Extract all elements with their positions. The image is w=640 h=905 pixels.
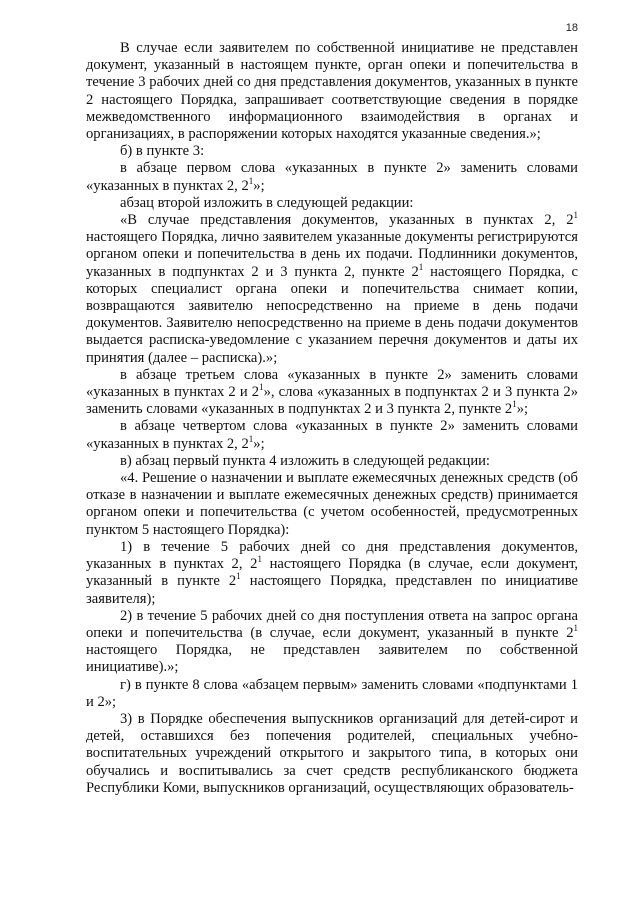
text-run: настоящего Порядка, лично заявителем указанные документы регистрируются органом опеки и попечительства в день их подачи. Подлинники документов, указанных в подпунктах 2 и 3 пункта 2, пункте 2 bbox=[86, 229, 578, 280]
paragraph bbox=[86, 470, 578, 539]
paragraph bbox=[86, 711, 578, 797]
text-run: настоящего Порядка (в случае, если документ, указанный в пункте 2 bbox=[86, 556, 578, 590]
paragraph bbox=[86, 539, 578, 608]
text-run: »; bbox=[253, 435, 265, 452]
text-run: настоящего Порядка, не представлен заявителем по собственной инициативе).»; bbox=[86, 642, 578, 676]
paragraph bbox=[86, 418, 578, 452]
paragraph bbox=[86, 160, 578, 194]
text-run: 1) в течение 5 рабочих дней со дня представления документов, указанных в пунктах 2, 2 bbox=[86, 538, 578, 573]
paragraph bbox=[86, 40, 578, 143]
superscript: 1 bbox=[236, 571, 241, 582]
text-run: «4. Решение о назначении и выплате ежемесячных денежных средств (об отказе в назначении и выплате ежемесячных денежных средств) принимается органом опеки и попечительства (с учетом особенностей, предусмотренных пунктом 5 настоящего Порядка): bbox=[86, 470, 578, 538]
page-number: 18 bbox=[565, 22, 578, 34]
text-run: настоящего Порядка, представлен по инициативе заявителя); bbox=[86, 573, 578, 607]
paragraph bbox=[86, 677, 578, 711]
text-run: 2) в течение 5 рабочих дней со дня поступления ответа на запрос органа опеки и попечительства (в случае, если документ, указанный в пункте 2 bbox=[86, 607, 578, 641]
superscript: 1 bbox=[573, 210, 578, 221]
paragraph bbox=[86, 608, 578, 677]
text-run: в) абзац первый пункта 4 изложить в следующей редакции: bbox=[120, 452, 490, 469]
paragraph bbox=[86, 212, 578, 367]
superscript: 1 bbox=[259, 382, 264, 393]
superscript: 1 bbox=[512, 399, 517, 410]
paragraph bbox=[86, 367, 578, 419]
text-run: », слова «указанных в подпунктах 2 и 3 пункта 2» заменить словами «указанных в подпунктах 2 и 3 пункта 2, пункте 2 bbox=[86, 384, 578, 418]
text-run: настоящего Порядка, с которых специалист органа опеки и попечительства снимает копии, возвращаются заявителю непосредственно на приеме в день подачи документов. Заявителю непосредственно на приеме в день подачи документов выдается расписка-уведомление с указанием перечня документов и даты их принятия (далее – расписка).»; bbox=[86, 263, 578, 366]
text-run: б) в пункте 3: bbox=[120, 143, 205, 160]
text-run: В случае если заявителем по собственной инициативе не представлен документ, указанный в настоящем пункте, орган опеки и попечительства в течение 3 рабочих дней со дня представления документов, указанных в пункте 2 настоящего Порядка, запрашивает соответствующие сведения в порядке межведомственного информационного взаимодействия в органах и организациях, в распоряжении которых находятся указанные сведения.»; bbox=[86, 40, 578, 143]
text-run: в абзаце третьем слова «указанных в пункте 2» заменить словами «указанных в пунктах 2 и 2 bbox=[86, 366, 578, 401]
text-run: абзац второй изложить в следующей редакции: bbox=[120, 194, 414, 211]
superscript: 1 bbox=[257, 554, 262, 565]
paragraph bbox=[86, 143, 578, 160]
text-run: г) в пункте 8 слова «абзацем первым» заменить словами «подпунктами 1 и 2»; bbox=[86, 676, 578, 710]
superscript: 1 bbox=[248, 175, 254, 186]
document-body bbox=[86, 40, 578, 797]
text-run: »; bbox=[516, 401, 529, 418]
paragraph bbox=[86, 195, 578, 212]
text-run: в абзаце первом слова «указанных в пункте 2» заменить словами «указанных в пунктах 2, 2 bbox=[86, 160, 578, 194]
text-run: «В случае представления документов, указанных в пунктах 2, 2 bbox=[120, 212, 574, 229]
superscript: 1 bbox=[248, 433, 254, 444]
paragraph bbox=[86, 453, 578, 470]
superscript: 1 bbox=[418, 261, 424, 272]
text-run: »; bbox=[253, 177, 265, 194]
text-run: 3) в Порядке обеспечения выпускников организаций для детей-сирот и детей, оставшихся без попечения родителей, специальных учебно-воспитательных учреждений открытого и закрытого типа, в которых они обучались и воспитывались за счет средств республиканского бюджета Республики Коми, выпускников организаций, осуществляющих образователь- bbox=[86, 710, 578, 796]
text-run: в абзаце четвертом слова «указанных в пункте 2» заменить словами «указанных в пунктах 2, 2 bbox=[86, 418, 578, 452]
superscript: 1 bbox=[573, 623, 578, 634]
